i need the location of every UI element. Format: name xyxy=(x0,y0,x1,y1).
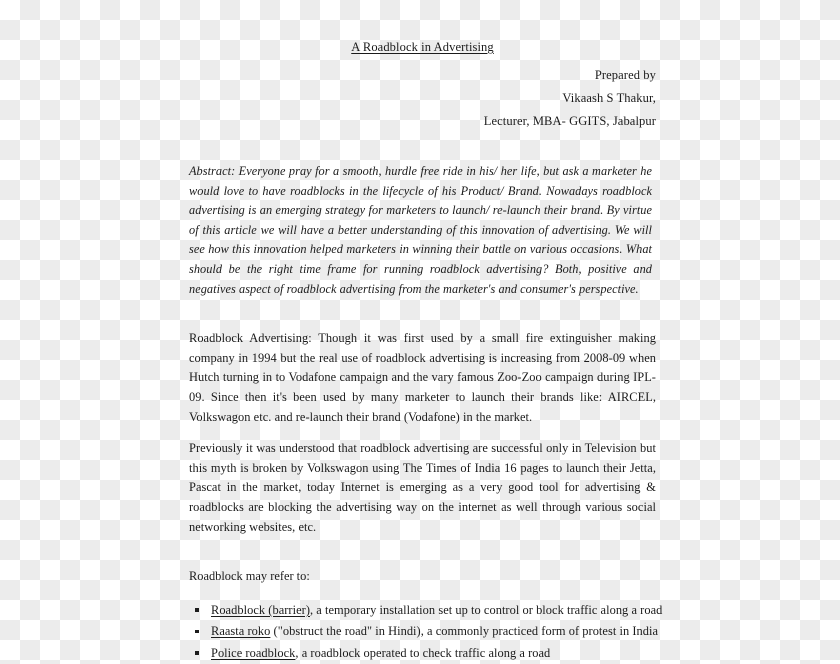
list-item xyxy=(189,643,656,664)
body-paragraph-2: Previously it was understood that roadblock advertising are successful only in Television but this myth is broken by Volkswagon using The Times of India 16 pages to launch their Jetta, Pascat in the market, today Internet is emerging as a very good tool for advertising & roadblocks are blocking the advertising way on the internet as well through various social networking websites, etc. xyxy=(189,441,656,534)
list-item-text: , a temporary installation set up to control or block traffic along a road xyxy=(310,602,663,617)
list-item-link[interactable]: Police roadblock xyxy=(211,645,296,660)
list-item-text: ("obstruct the road" in Hindi), a commonly practiced form of protest in India xyxy=(270,624,659,639)
roadblock-reference-list xyxy=(189,600,663,664)
list-item xyxy=(189,600,663,622)
document-text-column xyxy=(189,0,663,664)
bullet-square-icon xyxy=(195,651,199,655)
bullet-square-icon xyxy=(195,608,199,612)
page-title xyxy=(189,40,656,54)
list-heading: Roadblock may refer to: xyxy=(189,569,310,584)
list-item-link[interactable]: Raasta roko xyxy=(211,624,271,639)
body-paragraph-1: Roadblock Advertising: Though it was first used by a small fire extinguisher making company in 1994 but the real use of roadblock advertising is increasing from 2008-09 when Hutch turning in to Vodafone campaign and the vary famous Zoo-Zoo campaign during IPL-09. Since then it's been used by many marketer to launch their brands like: AIRCEL, Volkswagon etc. and re-launch their brand (Vodafone) in the market. xyxy=(189,331,656,424)
page-title-text: A Roadblock in Advertising xyxy=(351,40,494,54)
bullet-square-icon xyxy=(195,630,199,634)
byline-prepared-by: Prepared by xyxy=(594,68,656,82)
list-item-link[interactable]: Roadblock (barrier) xyxy=(211,602,310,617)
byline-affiliation: Lecturer, MBA- GGITS, Jabalpur xyxy=(483,114,656,128)
abstract-paragraph: Abstract: Everyone pray for a smooth, hurdle free ride in his/ her life, but ask a marketer he would love to have roadblocks in the lifecycle of his Product/ Brand. Nowadays roadblock advertising is an emerging strategy for marketers to launch/ re-launch their brand. By virtue of this article we will have a better understanding of this innovation of advertising. We will see how this innovation helped marketers in winning their battle on various occasions. What should be the right time frame for running roadblock advertising? Both, positive and negatives aspect of roadblock advertising from the marketer's and consumer's perspective. xyxy=(189,164,652,296)
list-item xyxy=(189,621,659,643)
list-item-text: , a roadblock operated to check traffic along a road xyxy=(295,645,551,660)
byline-author: Vikaash S Thakur, xyxy=(562,91,656,105)
